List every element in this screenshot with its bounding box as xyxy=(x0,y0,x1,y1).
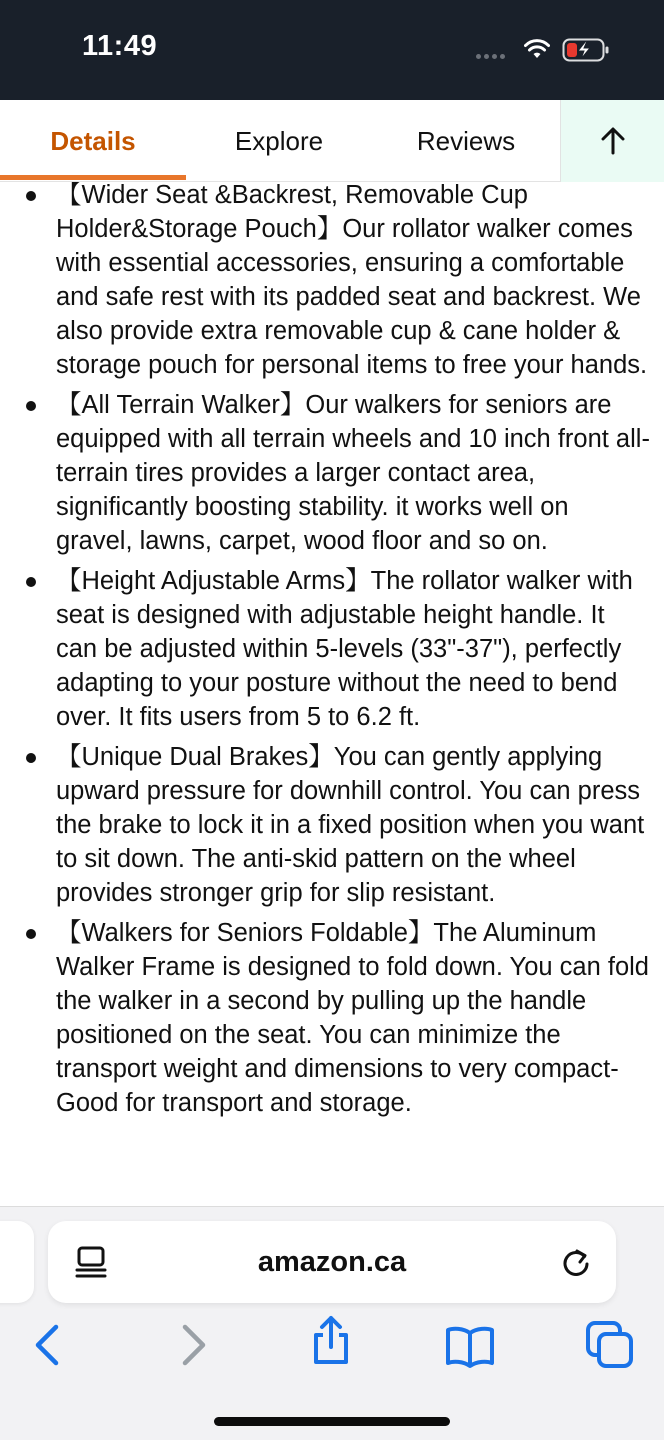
url-text: amazon.ca xyxy=(257,1246,407,1278)
browser-toolbar xyxy=(0,1206,664,1440)
forward-icon[interactable] xyxy=(167,1319,219,1371)
feature-text: 【Wider Seat &Backrest, Removable Cup Holder&Storage Pouch】Our rollator walker comes with essential accessories, ensuring a comfortable and safe rest with its padded seat and backrest. We also provide extra removable cup & cane holder & storage pouch for personal items to free your hands. xyxy=(56,182,648,379)
scroll-to-top-button[interactable] xyxy=(560,100,664,182)
bullet-icon xyxy=(26,753,36,763)
bullet-icon xyxy=(26,929,36,939)
reload-icon[interactable] xyxy=(560,1247,592,1279)
back-icon[interactable] xyxy=(22,1319,74,1371)
arrow-up-icon xyxy=(598,126,628,156)
active-tab-indicator xyxy=(0,175,186,180)
bullet-icon xyxy=(26,191,36,201)
tab-details[interactable]: Details xyxy=(50,125,136,156)
feature-bullet-list xyxy=(0,182,664,1126)
status-time: 11:49 xyxy=(82,30,158,62)
list-item xyxy=(0,388,664,558)
product-details-content xyxy=(0,182,664,1206)
previous-tab-card[interactable] xyxy=(0,1221,34,1303)
home-indicator[interactable] xyxy=(214,1417,450,1426)
list-item xyxy=(0,740,664,910)
address-bar[interactable] xyxy=(48,1221,616,1303)
list-item xyxy=(0,916,664,1120)
feature-text: 【All Terrain Walker】Our walkers for seniors are equipped with all terrain wheels and 10 inch front all-terrain tires provides a larger contact area, significantly boosting stability. it works well on gravel, lawns, carpet, wood floor and so on. xyxy=(56,391,650,555)
bullet-icon xyxy=(26,577,36,587)
tabs-icon[interactable] xyxy=(584,1319,636,1371)
section-tab-bar xyxy=(0,100,664,182)
share-icon[interactable] xyxy=(305,1315,357,1367)
bookmarks-icon[interactable] xyxy=(444,1319,496,1371)
bullet-icon xyxy=(26,401,36,411)
feature-text: 【Walkers for Seniors Foldable】The Aluminum Walker Frame is designed to fold down. You can fold the walker in a second by pulling up the handle positioned on the seat. You can minimize the transport weight and dimensions to very compact- Good for transport and storage. xyxy=(56,919,649,1117)
battery-charging-icon xyxy=(562,38,610,62)
list-item xyxy=(0,564,664,734)
wifi-icon xyxy=(524,38,550,60)
tab-explore[interactable]: Explore xyxy=(234,125,324,156)
list-item xyxy=(0,182,664,382)
feature-text: 【Height Adjustable Arms】The rollator walker with seat is designed with adjustable height handle. It can be adjusted within 5-levels (33"-37"), perfectly adapting to your posture without the need to bend over. It fits users from 5 to 6.2 ft. xyxy=(56,567,633,731)
signal-dots-icon xyxy=(476,54,505,59)
status-bar xyxy=(0,0,664,100)
feature-text: 【Unique Dual Brakes】You can gently applying upward pressure for downhill control. You can press the brake to lock it in a fixed position when you want to sit down. The anti-skid pattern on the wheel provides stronger grip for slip resistant. xyxy=(56,743,645,907)
tab-reviews[interactable]: Reviews xyxy=(416,125,516,156)
